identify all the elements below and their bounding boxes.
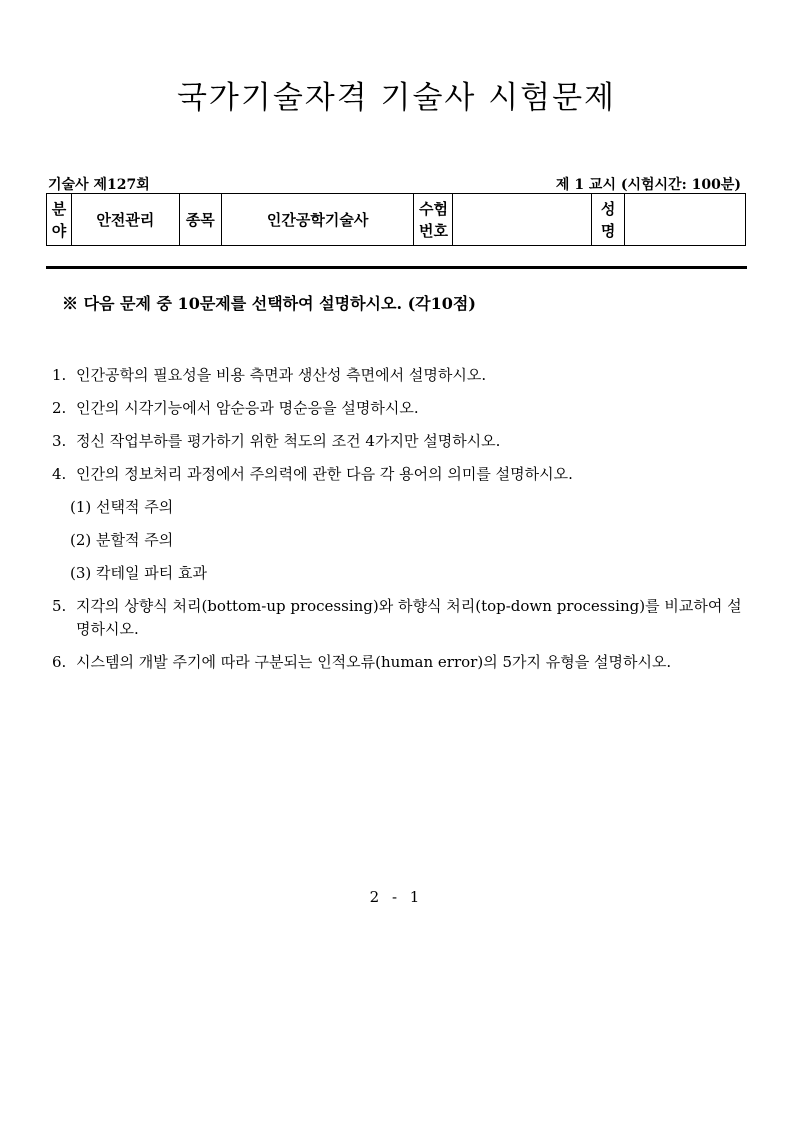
question-text: 인간공학의 필요성을 비용 측면과 생산성 측면에서 설명하시오.: [76, 366, 487, 384]
question-number: 1.: [52, 366, 67, 384]
exam-round: 기술사 제127회: [48, 177, 150, 193]
exam-number-label: 수험 번호: [414, 194, 453, 246]
name-field[interactable]: [625, 194, 746, 246]
question-text: 정신 작업부하를 평가하기 위한 척도의 조건 4가지만 설명하시오.: [76, 432, 501, 450]
question-text: 시스템의 개발 주기에 따라 구분되는 인적오류(human error)의 5가지 유형을 설명하시오.: [76, 653, 672, 671]
exam-number-field[interactable]: [453, 194, 592, 246]
instruction: ※ 다음 문제 중 10문제를 선택하여 설명하시오. (각10점): [62, 294, 476, 313]
question-item: [52, 651, 752, 674]
sub-item: (2) 분할적 주의: [70, 531, 174, 549]
question-item: [52, 595, 752, 641]
sub-item: (1) 선택적 주의: [70, 498, 174, 516]
divider: [46, 266, 747, 269]
question-text: 인간의 정보처리 과정에서 주의력에 관한 다음 각 용어의 의미를 설명하시오.: [76, 465, 573, 483]
question-text: 지각의 상향식 처리(bottom-up processing)와 하향식 처리(top-down processing)를 비교하여 설명하시오.: [76, 597, 742, 638]
question-number: 6.: [52, 653, 67, 671]
field-label: 분 야: [47, 194, 72, 246]
exam-session: 제 1 교시 (시험시간: 100분): [555, 177, 741, 193]
question-list: [52, 364, 752, 684]
sub-item: (3) 칵테일 파티 효과: [70, 564, 207, 582]
field-value: 안전관리: [71, 194, 179, 246]
category-value: 인간공학기술사: [221, 194, 414, 246]
question-number: 4.: [52, 465, 67, 483]
question-number: 2.: [52, 399, 67, 417]
page-number: 2 - 1: [369, 888, 424, 906]
question-number: 5.: [52, 597, 67, 615]
question-item: [52, 430, 752, 453]
exam-info-table: [46, 193, 746, 246]
question-text: 인간의 시각기능에서 암순응과 명순응을 설명하시오.: [76, 399, 419, 417]
question-item: [52, 397, 752, 420]
question-item: [52, 463, 752, 486]
question-number: 3.: [52, 432, 67, 450]
question-item: [52, 364, 752, 387]
page-title: 국가기술자격 기술사 시험문제: [176, 80, 616, 116]
category-label: 종목: [179, 194, 221, 246]
name-label: 성 명: [592, 194, 625, 246]
